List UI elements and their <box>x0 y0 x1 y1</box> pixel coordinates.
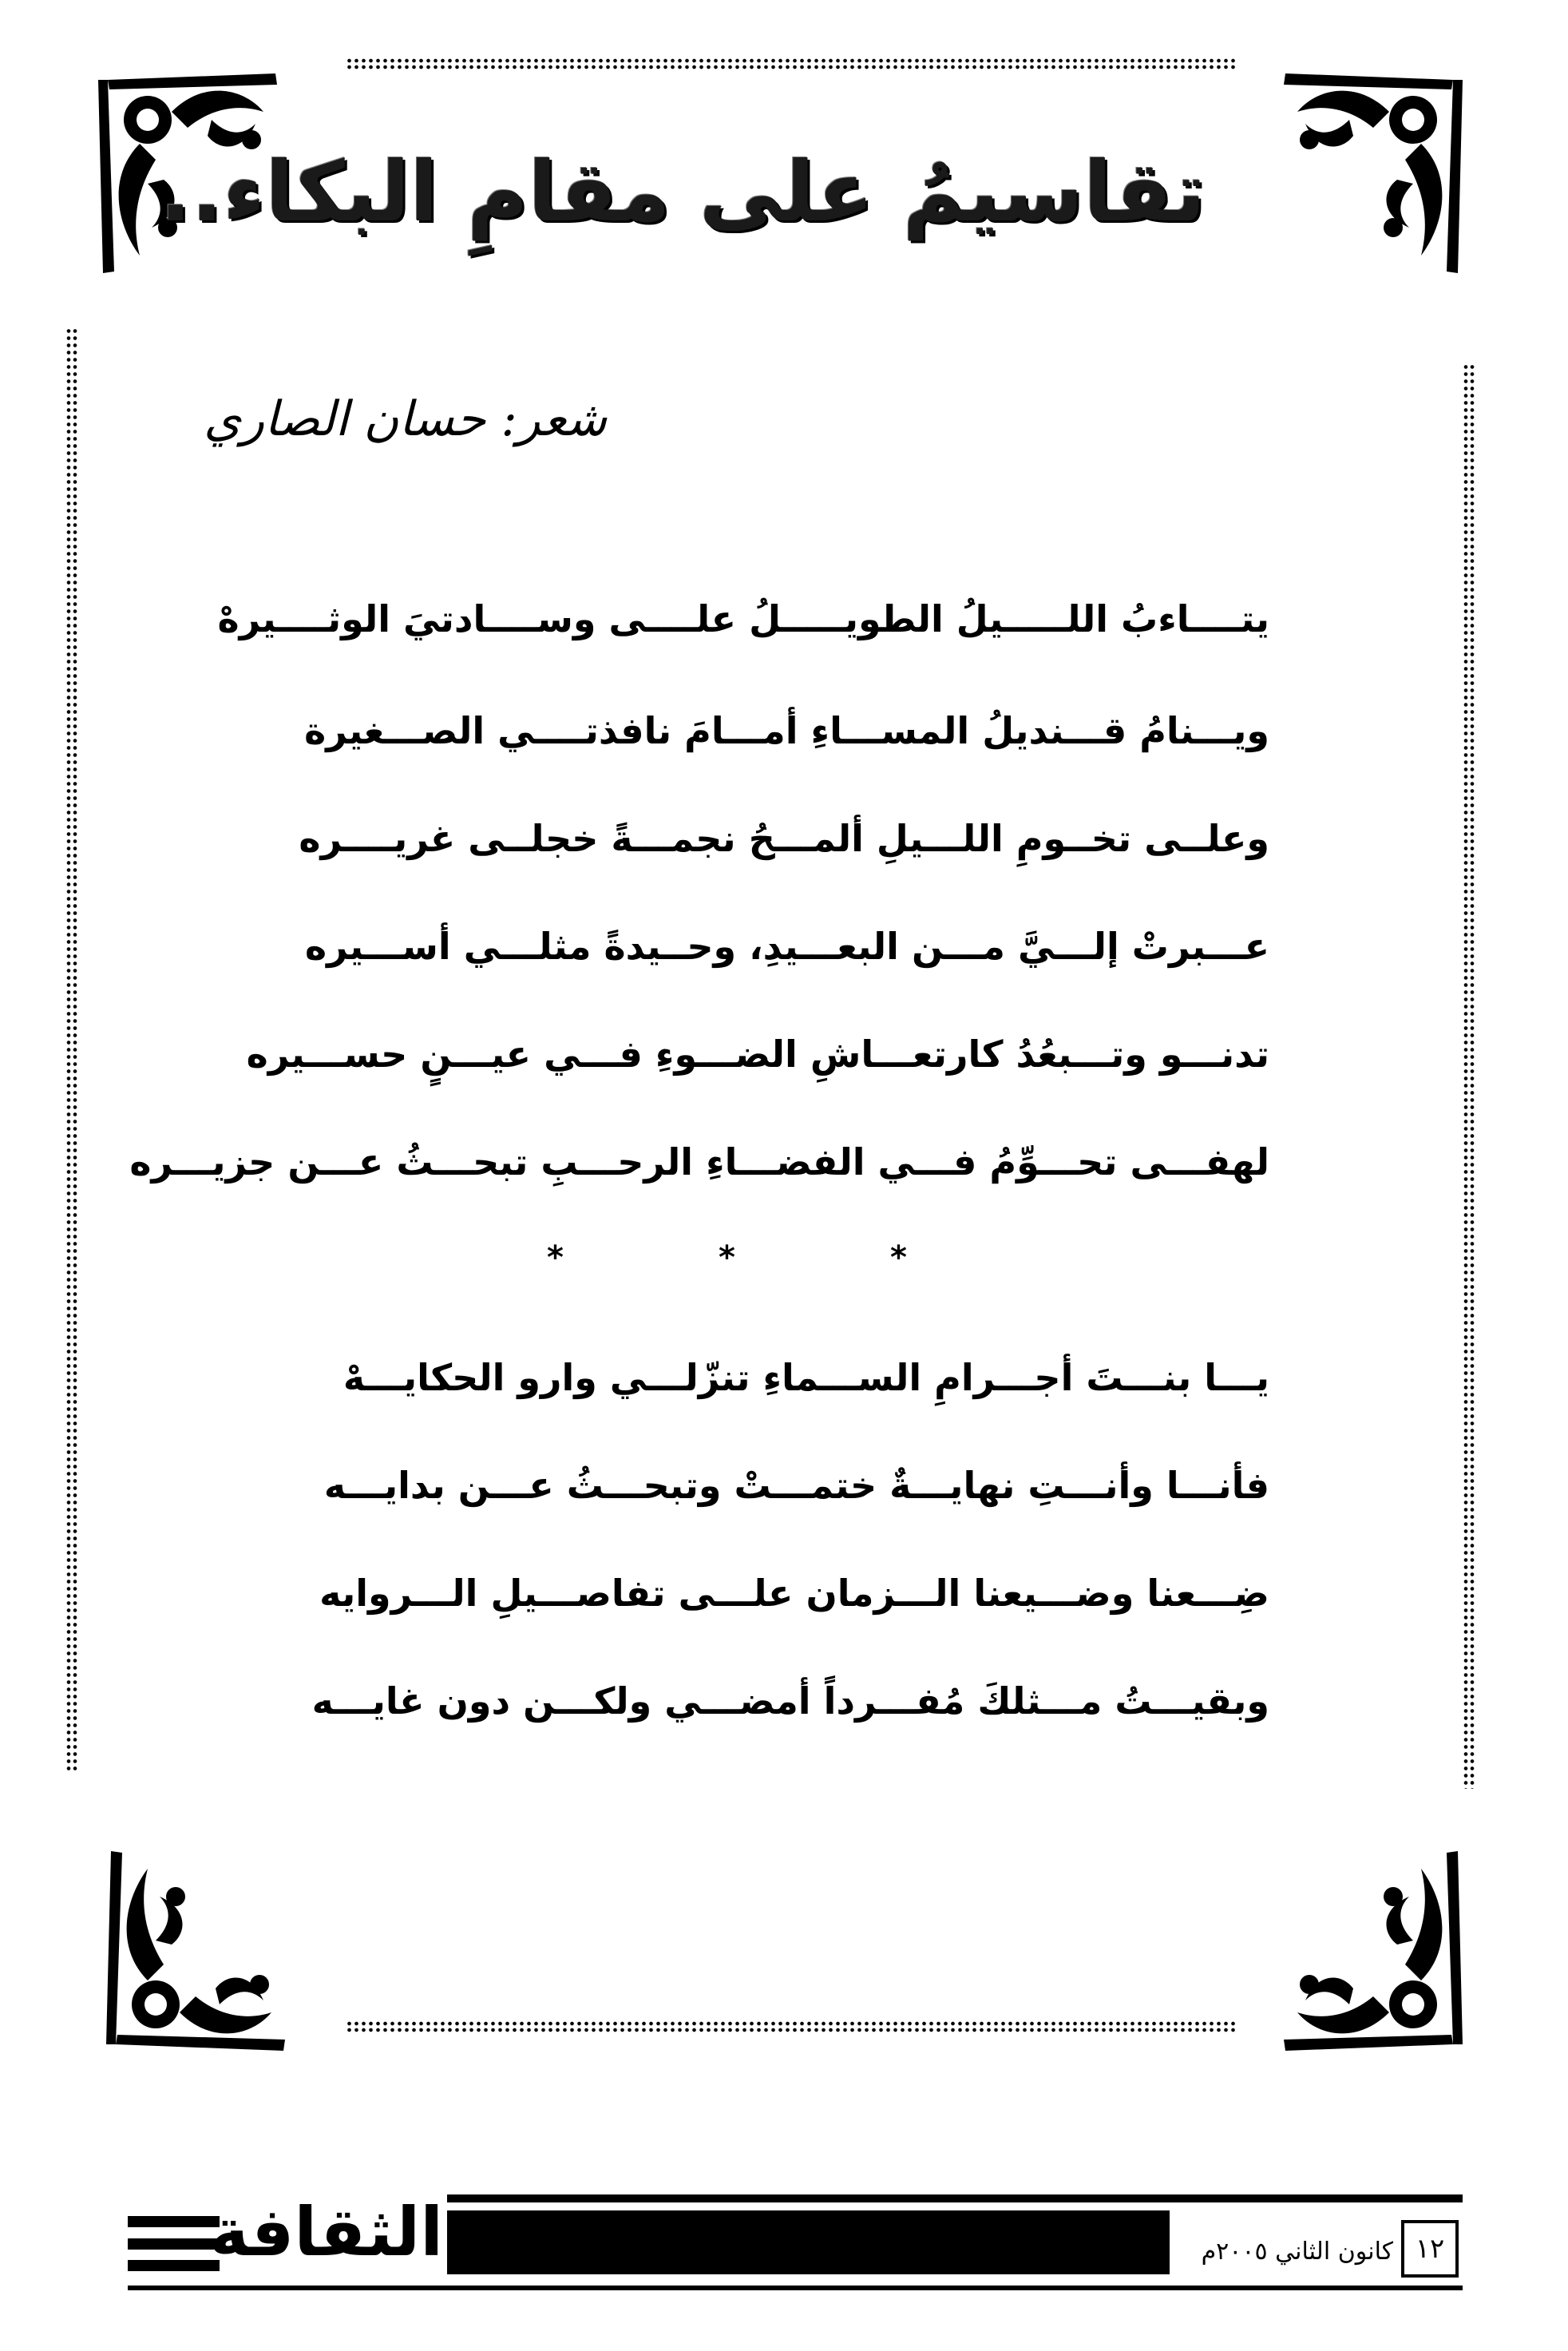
separator-star: * <box>890 1239 907 1276</box>
poem-author: شعر: حسان الصاري <box>204 391 607 447</box>
verse-line: وبقيـــتُ مـــثلكَ مُفـــرداً أمضـــي ولكـــن دون غايـــه <box>311 1679 1269 1723</box>
page-number: ١٢ <box>1401 2220 1459 2278</box>
verse-line: ضِـــعنا وضـــيعنا الـــزمان علـــى تفاصـــيلِ الـــروايه <box>319 1572 1269 1615</box>
verse-line: يـــا بنـــتَ أجـــرامِ الســـماءِ تنزّلـــي وارو الحكايـــهْ <box>343 1356 1269 1399</box>
verse-line: يتــــاءبُ اللـــــيلُ الطويـــــلُ علــــى وســــادتيَ الوثــــيرهْ <box>217 597 1269 640</box>
separator-star: * <box>547 1239 564 1276</box>
right-dotted-border <box>1463 363 1475 1789</box>
ornament-bottom-left-icon <box>100 1845 291 2060</box>
ornament-bottom-right-icon <box>1277 1845 1469 2060</box>
footer-bar-left <box>128 2216 220 2227</box>
top-dotted-border <box>346 57 1237 70</box>
ornament-top-right-icon <box>1277 64 1469 280</box>
footer-thick-bar <box>447 2210 1170 2274</box>
footer-top-rule <box>447 2194 1463 2202</box>
poem-title: تقاسيمُ على مقامِ البكاء.. <box>160 143 1206 240</box>
footer-bar-left <box>128 2238 220 2250</box>
separator-star: * <box>719 1239 735 1276</box>
issue-date: كانون الثاني ٢٠٠٥م <box>1201 2238 1393 2266</box>
verse-line: عـــبرتْ إلـــيَّ مـــن البعـــيدِ، وحــيدةً مثلـــي أســـيره <box>304 925 1269 968</box>
verse-line: ويـــنامُ قـــنديلُ المســـاءِ أمـــامَ نافذتــــي الصـــغيرة <box>304 709 1269 752</box>
verse-line: فأنـــا وأنـــتِ نهايـــةٌ ختمـــتْ وتبحـــثُ عـــن بدايـــه <box>323 1464 1269 1507</box>
bottom-dotted-border <box>346 2020 1237 2033</box>
left-dotted-border <box>65 327 78 1773</box>
magazine-masthead: الثقافة <box>209 2193 443 2271</box>
footer-bottom-rule <box>128 2286 1463 2290</box>
verse-line: وعلــى تخــومِ اللـــيلِ ألمـــحُ نجمـــةً خجلــى غريــــره <box>299 817 1269 860</box>
footer-bar-left <box>128 2260 220 2271</box>
verse-line: لهفـــى تحـــوِّمُ فـــي الفضـــاءِ الرحـــبِ تبحـــثُ عـــن جزيـــره <box>129 1140 1269 1183</box>
verse-line: تدنـــو وتـــبعُدُ كارتعـــاشِ الضـــوءِ فـــي عيـــنٍ حســـيره <box>246 1033 1269 1076</box>
